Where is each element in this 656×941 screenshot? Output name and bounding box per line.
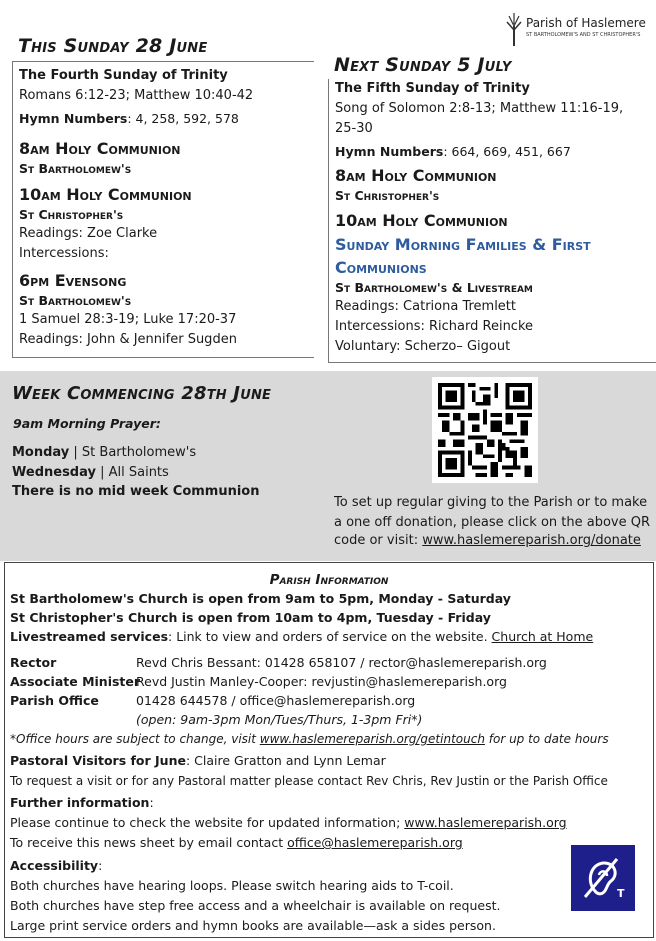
next-sunday-service-2-church: St Bartholomew's & Livestream [335, 280, 533, 295]
parish-info-box [4, 562, 654, 938]
next-sunday-hymns: Hymn Numbers: 664, 669, 451, 667 [335, 144, 571, 159]
rector-row: Rector Revd Chris Bessant: 01428 658107 / rector@haslemereparish.org [10, 655, 547, 670]
qr-code[interactable] [432, 377, 538, 483]
pastoral-request: To request a visit or for any Pastoral matter please contact Rev Chris, Rev Justin or the Parish Office [10, 774, 608, 788]
next-sunday-service-1: 8am Holy Communion [335, 166, 497, 185]
this-sunday-title: This Sunday 28 June [18, 35, 208, 57]
this-sunday-box [12, 61, 314, 358]
this-sunday-service-2-church: St Christopher's [19, 207, 124, 222]
this-sunday-service-3: 6pm Evensong [19, 271, 127, 290]
week-prayer: 9am Morning Prayer: [13, 416, 161, 431]
next-sunday-readings-1: Song of Solomon 2:8-13; Matthew 11:16-19, [335, 101, 624, 116]
giving-text-1: To set up regular giving to the Parish or to make [334, 495, 648, 510]
logo-subtitle: ST BARTHOLOMEW'S AND ST CHRISTOPHER'S [526, 32, 641, 38]
church-at-home-link[interactable]: Church at Home [491, 629, 594, 644]
next-sunday-title: Next Sunday 5 July [334, 54, 512, 76]
week-monday: Monday | St Bartholomew's [12, 445, 197, 460]
next-sunday-readings-2: 25-30 [335, 121, 373, 136]
this-sunday-service-2: 10am Holy Communion [19, 185, 192, 204]
accessibility-3: Large print service orders and hymn books are available—ask a sides person. [10, 918, 496, 933]
associate-minister-row: Associate Minister Revd Justin Manley-Cooper: revjustin@haslemereparish.org [10, 674, 507, 689]
this-sunday-service-3-readers: Readings: John & Jennifer Sugden [19, 332, 237, 347]
office-hours: (open: 9am-3pm Mon/Tues/Thurs, 1-3pm Fri*) [136, 712, 423, 727]
livestream-line: Livestreamed services: Link to view and orders of service on the website. Church at Home [10, 629, 594, 644]
this-sunday-readings: Romans 6:12-23; Matthew 10:40-42 [19, 88, 254, 103]
this-sunday-occasion: The Fourth Sunday of Trinity [19, 68, 228, 83]
this-sunday-service-3-church: St Bartholomew's [19, 293, 132, 308]
giving-text-2: a one off donation, please click on the above QR [334, 515, 651, 530]
next-sunday-service-2: 10am Holy Communion [335, 211, 508, 230]
office-email-link[interactable]: office@haslemereparish.org [287, 835, 463, 850]
this-sunday-service-1: 8am Holy Communion [19, 139, 181, 158]
donate-link[interactable]: www.haslemereparish.org/donate [422, 533, 641, 548]
parish-info-title: Parish Information [269, 572, 389, 588]
further-info-heading: Further information: [10, 795, 154, 810]
week-section [0, 371, 656, 561]
logo-name: Parish of Haslemere [526, 16, 646, 30]
next-sunday-service-2-readings: Readings: Catriona Tremlett [335, 299, 516, 314]
next-sunday-service-2-sub-1: Sunday Morning Families & First [335, 235, 591, 254]
week-title: Week Commencing 28th June [12, 383, 272, 404]
hearing-loop-icon [571, 845, 635, 911]
parish-logo [504, 12, 654, 48]
this-sunday-service-2-readings: Readings: Zoe Clarke [19, 226, 158, 241]
office-note: *Office hours are subject to change, visit www.haslemereparish.org/getintouch for up to date hours [10, 732, 609, 746]
svg-text:T: T [617, 887, 625, 900]
accessibility-1: Both churches have hearing loops. Please switch hearing aids to T-coil. [10, 878, 454, 893]
this-sunday-hymns: Hymn Numbers: 4, 258, 592, 578 [19, 111, 239, 126]
accessibility-heading: Accessibility: [10, 858, 103, 873]
next-sunday-service-1-church: St Christopher's [335, 188, 440, 203]
tree-logo-icon [504, 12, 524, 46]
open-hours-stchris: St Christopher's Church is open from 10am to 4pm, Tuesday - Friday [10, 610, 491, 625]
next-sunday-service-2-sub-2: Communions [335, 258, 427, 277]
this-sunday-service-2-intercessions: Intercessions: [19, 246, 109, 261]
next-sunday-service-2-intercessions: Intercessions: Richard Reincke [335, 319, 534, 334]
next-sunday-box [328, 79, 656, 363]
week-no-communion: There is no mid week Communion [12, 484, 260, 499]
pastoral-visitors: Pastoral Visitors for June: Claire Gratton and Lynn Lemar [10, 753, 386, 768]
this-sunday-service-3-refs: 1 Samuel 28:3-19; Luke 17:20-37 [19, 312, 237, 327]
accessibility-2: Both churches have step free access and a wheelchair is available on request. [10, 898, 501, 913]
next-sunday-occasion: The Fifth Sunday of Trinity [335, 81, 530, 96]
open-hours-stbart: St Bartholomew's Church is open from 9am to 5pm, Monday - Saturday [10, 591, 511, 606]
next-sunday-service-2-voluntary: Voluntary: Scherzo– Gigout [335, 339, 511, 354]
parish-office-row: Parish Office 01428 644578 / office@haslemereparish.org [10, 693, 416, 708]
further-info-2: To receive this news sheet by email contact office@haslemereparish.org [10, 835, 463, 850]
further-info-1: Please continue to check the website for updated information; www.haslemereparish.org [10, 815, 567, 830]
giving-text-3: code or visit: www.haslemereparish.org/donate [334, 533, 641, 548]
getintouch-link[interactable]: www.haslemereparish.org/getintouch [259, 732, 485, 746]
this-sunday-service-1-church: St Bartholomew's [19, 161, 132, 176]
website-link[interactable]: www.haslemereparish.org [404, 815, 567, 830]
week-wednesday: Wednesday | All Saints [12, 465, 169, 480]
